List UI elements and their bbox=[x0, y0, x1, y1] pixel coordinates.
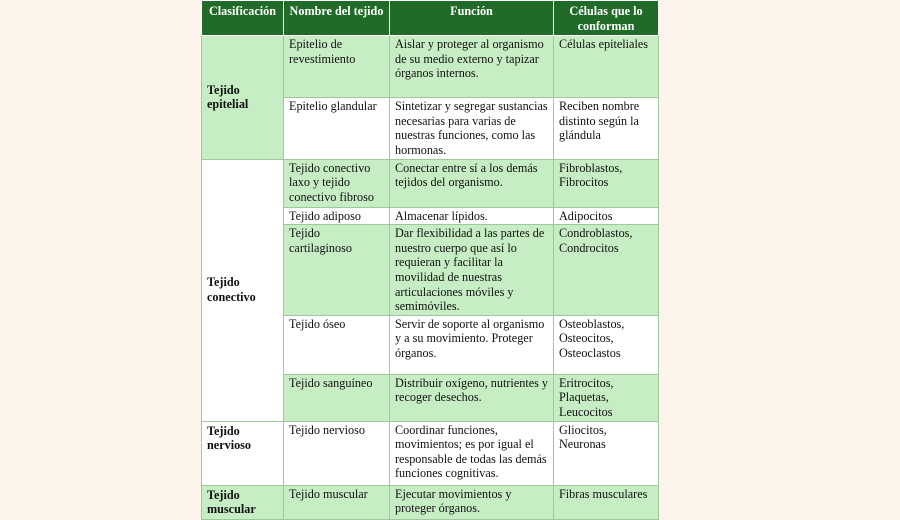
function-cell: Coordinar funciones, movimientos; es por igual el responsable de todas las demás funciones cognitivas. bbox=[390, 421, 554, 485]
cells-cell: Fibroblastos, Fibrocitos bbox=[554, 159, 659, 207]
table-row bbox=[202, 159, 659, 207]
tissue-name-cell: Epitelio de revestimiento bbox=[284, 36, 390, 98]
cells-cell: Adipocitos bbox=[554, 207, 659, 225]
function-cell: Conectar entre sí a los demás tejidos del organismo. bbox=[390, 159, 554, 207]
tissue-table bbox=[201, 0, 659, 520]
table-row bbox=[202, 36, 659, 98]
cells-cell: Osteoblastos, Osteocitos, Osteoclastos bbox=[554, 315, 659, 374]
tissue-name-cell: Tejido nervioso bbox=[284, 421, 390, 485]
cells-cell: Células epiteliales bbox=[554, 36, 659, 98]
cells-cell: Fibras musculares bbox=[554, 485, 659, 519]
tissue-name-cell: Tejido conectivo laxo y tejido conectivo fibroso bbox=[284, 159, 390, 207]
tissue-name-cell: Epitelio glandular bbox=[284, 98, 390, 159]
function-cell: Ejecutar movimientos y proteger órganos. bbox=[390, 485, 554, 519]
tissue-name-cell: Tejido muscular bbox=[284, 485, 390, 519]
table-row bbox=[202, 421, 659, 485]
function-cell: Sintetizar y segregar sustancias necesarias para varias de nuestras funciones, como las hormonas. bbox=[390, 98, 554, 159]
classification-cell: Tejido epitelial bbox=[202, 36, 284, 159]
table-header-row bbox=[202, 1, 659, 36]
header-funcion: Función bbox=[390, 1, 554, 36]
header-celulas: Células que lo conforman bbox=[554, 1, 659, 36]
cells-cell: Condroblastos, Condrocitos bbox=[554, 225, 659, 316]
tissue-name-cell: Tejido óseo bbox=[284, 315, 390, 374]
classification-cell: Tejido muscular bbox=[202, 485, 284, 519]
table-row bbox=[202, 485, 659, 519]
function-cell: Distribuir oxígeno, nutrientes y recoger desechos. bbox=[390, 374, 554, 421]
function-cell: Servir de soporte al organismo y a su movimiento. Proteger órganos. bbox=[390, 315, 554, 374]
classification-cell: Tejido nervioso bbox=[202, 421, 284, 485]
cells-cell: Eritrocitos, Plaquetas, Leucocitos bbox=[554, 374, 659, 421]
tissue-name-cell: Tejido cartilaginoso bbox=[284, 225, 390, 316]
cells-cell: Gliocitos, Neuronas bbox=[554, 421, 659, 485]
function-cell: Aislar y proteger al organismo de su medio externo y tapizar órganos internos. bbox=[390, 36, 554, 98]
function-cell: Dar flexibilidad a las partes de nuestro cuerpo que así lo requieran y facilitar la movilidad de nuestras articulaciones móviles y semimóviles. bbox=[390, 225, 554, 316]
header-clasificacion: Clasificación bbox=[202, 1, 284, 36]
header-nombre-tejido: Nombre del tejido bbox=[284, 1, 390, 36]
classification-cell: Tejido conectivo bbox=[202, 159, 284, 421]
tissue-name-cell: Tejido sanguíneo bbox=[284, 374, 390, 421]
cells-cell: Reciben nombre distinto según la glándula bbox=[554, 98, 659, 159]
tissue-table-container bbox=[201, 0, 658, 517]
tissue-name-cell: Tejido adiposo bbox=[284, 207, 390, 225]
function-cell: Almacenar lípidos. bbox=[390, 207, 554, 225]
